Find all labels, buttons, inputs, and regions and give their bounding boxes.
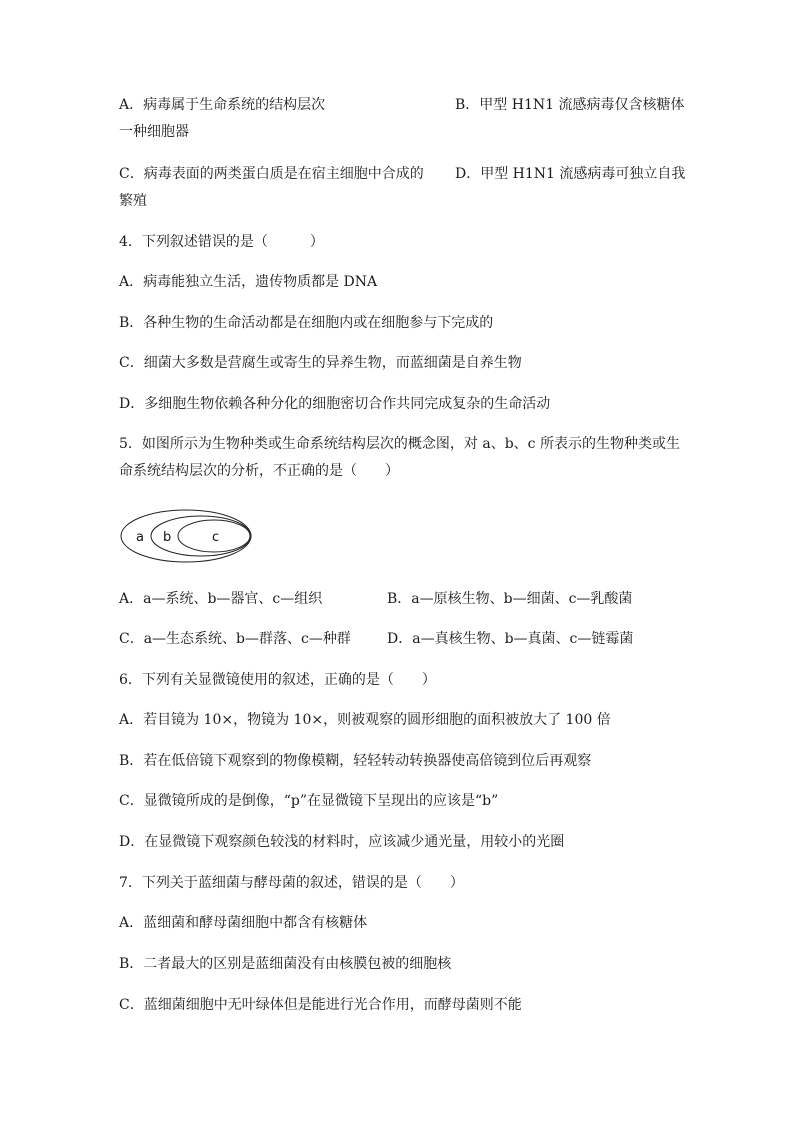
q3-option-d: D．甲型 H1N1 流感病毒可独立自我 xyxy=(455,166,686,182)
q4-option-d: D．多细胞生物依赖各种分化的细胞密切合作共同完成复杂的生命活动 xyxy=(119,396,551,412)
q7-option-c: C．蓝细菌细胞中无叶绿体但是能进行光合作用，而酵母菌则不能 xyxy=(119,997,522,1013)
q5-option-a: A．a—系统、b—器官、c—组织 xyxy=(119,591,323,607)
q3-option-a: A．病毒属于生命系统的结构层次 xyxy=(119,97,326,113)
q3-option-b: B．甲型 H1N1 流感病毒仅含核糖体 xyxy=(455,97,685,113)
diagram-label-a: a xyxy=(136,530,144,545)
q7-option-b: B．二者最大的区别是蓝细菌没有由核膜包被的细胞核 xyxy=(119,956,452,972)
q5-stem-line1: 5．如图所示为生物种类或生命系统结构层次的概念图，对 a、b、c 所表示的生物种类或生 xyxy=(119,436,680,452)
diagram-label-b: b xyxy=(163,530,172,545)
q6-option-d: D．在显微镜下观察颜色较浅的材料时，应该减少通光量，用较小的光圈 xyxy=(119,834,565,850)
q5-option-c: C．a—生态系统、b—群落、c—种群 xyxy=(119,631,351,647)
q6-option-b: B．若在低倍镜下观察到的物像模糊，轻轻转动转换器使高倍镜到位后再观察 xyxy=(119,753,592,769)
q6-option-a: A．若目镜为 10×，物镜为 10×，则被观察的圆形细胞的面积被放大了 100 倍 xyxy=(119,712,611,728)
diagram-label-c: c xyxy=(212,530,220,545)
q3-option-b-continued: 一种细胞器 xyxy=(119,124,189,140)
q5-stem-line2: 命系统结构层次的分析，不正确的是（ ） xyxy=(119,463,399,479)
concept-diagram xyxy=(120,508,260,564)
q6-option-c: C．显微镜所成的是倒像，“p”在显微镜下呈现出的应该是“b” xyxy=(119,793,499,809)
q3-option-d-continued: 繁殖 xyxy=(119,193,147,209)
q5-option-d: D．a—真核生物、b—真菌、c—链霉菌 xyxy=(387,631,634,647)
q5-option-b: B．a—原核生物、b—细菌、c—乳酸菌 xyxy=(387,591,633,607)
q4-stem: 4．下列叙述错误的是（ ） xyxy=(119,234,324,250)
q7-stem: 7．下列关于蓝细菌与酵母菌的叙述，错误的是（ ） xyxy=(119,875,464,891)
q6-stem: 6．下列有关显微镜使用的叙述，正确的是（ ） xyxy=(119,672,436,688)
q7-option-a: A．蓝细菌和酵母菌细胞中都含有核糖体 xyxy=(119,915,368,931)
q3-option-c: C．病毒表面的两类蛋白质是在宿主细胞中合成的 xyxy=(119,166,424,182)
q4-option-c: C．细菌大多数是营腐生或寄生的异养生物，而蓝细菌是自养生物 xyxy=(119,355,522,371)
q4-option-a: A．病毒能独立生活，遗传物质都是 DNA xyxy=(119,274,378,290)
q4-option-b: B．各种生物的生命活动都是在细胞内或在细胞参与下完成的 xyxy=(119,315,494,331)
